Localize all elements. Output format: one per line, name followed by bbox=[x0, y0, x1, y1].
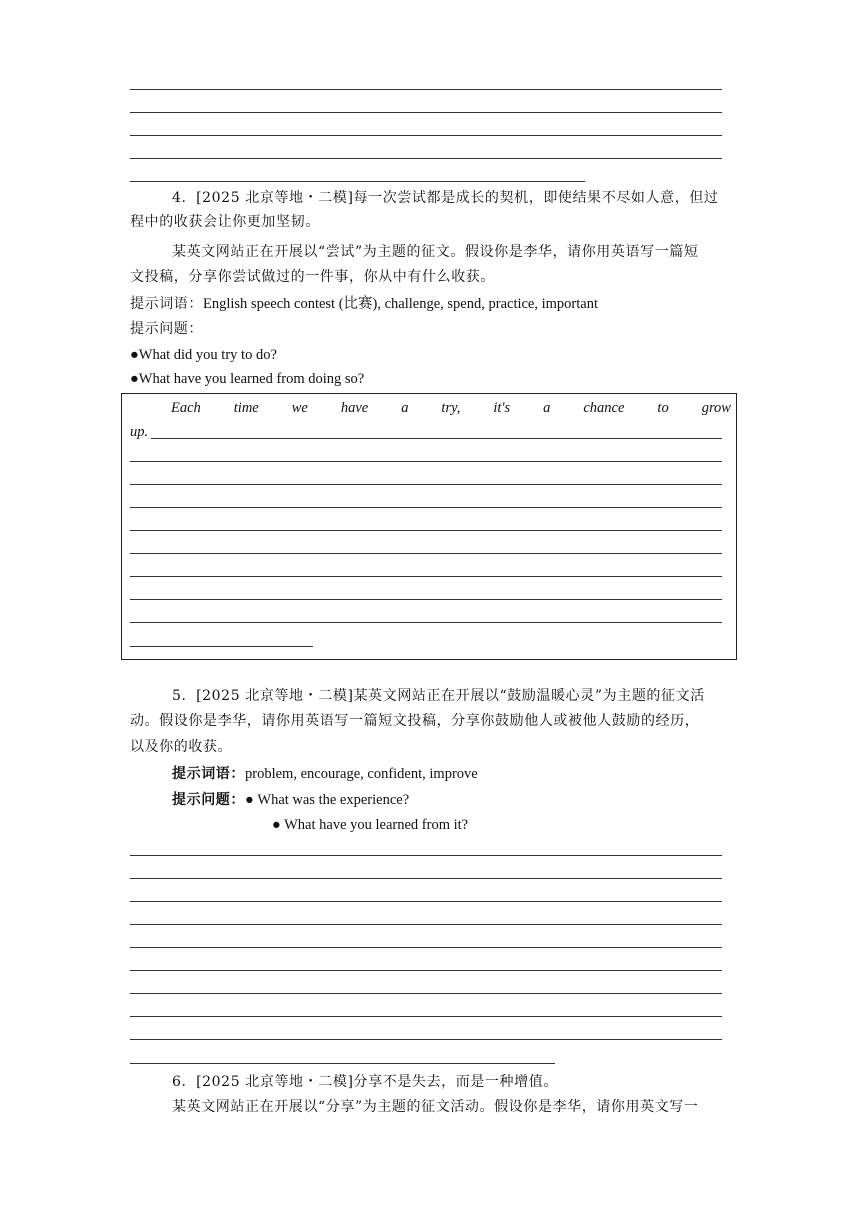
q4-hint-words bbox=[130, 294, 598, 314]
q4-intro-line1: 每一次尝试都是成长的契机，即使结果不尽如人意，但过 bbox=[353, 190, 719, 206]
q4-task-line1: 某英文网站正在开展以“尝试”为主题的征文。假设你是李华，请你用英语写一篇短 bbox=[172, 244, 699, 260]
answer-word: time bbox=[233, 400, 259, 416]
answer-word: to bbox=[657, 400, 669, 416]
q6-source: [2025 北京等地・二模] bbox=[196, 1074, 354, 1090]
answer-word: chance bbox=[583, 400, 625, 416]
q4-hint-words-label: 提示词语： bbox=[130, 296, 203, 312]
writing-line bbox=[130, 924, 722, 925]
writing-line bbox=[130, 947, 722, 948]
q5-task-line2: 动。假设你是李华，请你用英语写一篇短文投稿，分享你鼓励他人或被他人鼓励的经历， bbox=[130, 713, 700, 729]
q4-answer-start-line1 bbox=[171, 398, 731, 418]
q4-question-2: ●What have you learned from doing so? bbox=[130, 371, 365, 387]
q5-hint-questions-label: 提示问题： bbox=[172, 792, 245, 808]
writing-line bbox=[130, 553, 722, 554]
writing-line bbox=[130, 112, 722, 113]
q4-intro bbox=[172, 188, 719, 208]
q5-task-line1-row bbox=[172, 686, 705, 706]
q4-question-1: ●What did you try to do? bbox=[130, 347, 277, 363]
q4-hint-questions-label: 提示问题： bbox=[130, 321, 203, 337]
q4-answer-start-line2: up. bbox=[130, 424, 149, 440]
writing-line bbox=[130, 484, 722, 485]
answer-word: a bbox=[401, 400, 409, 416]
writing-line bbox=[130, 1039, 722, 1040]
writing-line bbox=[130, 576, 722, 577]
q4-source: [2025 北京等地・二模] bbox=[196, 190, 354, 206]
writing-line bbox=[130, 878, 722, 879]
q5-hint-words-text: problem, encourage, confident, improve bbox=[245, 766, 478, 782]
writing-line bbox=[130, 1016, 722, 1017]
writing-line bbox=[130, 530, 722, 531]
q6-number: 6． bbox=[172, 1074, 197, 1090]
writing-line bbox=[130, 993, 722, 994]
writing-line bbox=[130, 855, 722, 856]
q5-task-line3: 以及你的收获。 bbox=[130, 739, 233, 755]
answer-word: a bbox=[543, 400, 551, 416]
writing-line bbox=[130, 599, 722, 600]
writing-line bbox=[130, 1063, 555, 1064]
writing-line bbox=[130, 622, 722, 623]
writing-line bbox=[130, 970, 722, 971]
q6-intro-row bbox=[172, 1072, 558, 1092]
answer-word: we bbox=[291, 400, 308, 416]
answer-word: have bbox=[340, 400, 369, 416]
q4-number: 4． bbox=[172, 190, 197, 206]
q5-hint-words-label: 提示词语： bbox=[172, 766, 245, 782]
writing-line bbox=[130, 135, 722, 136]
answer-word: it's bbox=[493, 400, 511, 416]
answer-word: try, bbox=[441, 400, 461, 416]
q5-source: [2025 北京等地・二模] bbox=[196, 688, 354, 704]
q5-question-1: ● What was the experience? bbox=[245, 792, 410, 808]
writing-line bbox=[130, 507, 722, 508]
q4-task-line2: 文投稿，分享你尝试做过的一件事，你从中有什么收获。 bbox=[130, 269, 495, 285]
writing-line bbox=[130, 461, 722, 462]
q4-answer-box[interactable] bbox=[121, 393, 737, 660]
q6-task-line1: 某英文网站正在开展以“分享”为主题的征文活动。假设你是李华，请你用英文写一 bbox=[172, 1099, 699, 1115]
q5-task-line1: 某英文网站正在开展以“鼓励温暖心灵”为主题的征文活 bbox=[353, 688, 705, 704]
writing-line bbox=[130, 646, 313, 647]
q5-number: 5． bbox=[172, 688, 197, 704]
answer-word: grow bbox=[701, 400, 731, 416]
q5-hint-questions bbox=[172, 790, 409, 810]
q5-question-2: ● What have you learned from it? bbox=[272, 817, 469, 833]
writing-line bbox=[130, 901, 722, 902]
answer-word: Each bbox=[171, 400, 201, 416]
writing-line bbox=[130, 181, 585, 182]
writing-line bbox=[130, 89, 722, 90]
writing-line bbox=[151, 438, 722, 439]
q4-intro-line2: 程中的收获会让你更加坚韧。 bbox=[130, 214, 320, 230]
q6-intro: 分享不是失去，而是一种增值。 bbox=[353, 1074, 558, 1090]
writing-line bbox=[130, 158, 722, 159]
q5-hint-words bbox=[172, 764, 478, 784]
q4-hint-words-text: English speech contest (比赛), challenge, spend, practice, important bbox=[203, 296, 598, 312]
